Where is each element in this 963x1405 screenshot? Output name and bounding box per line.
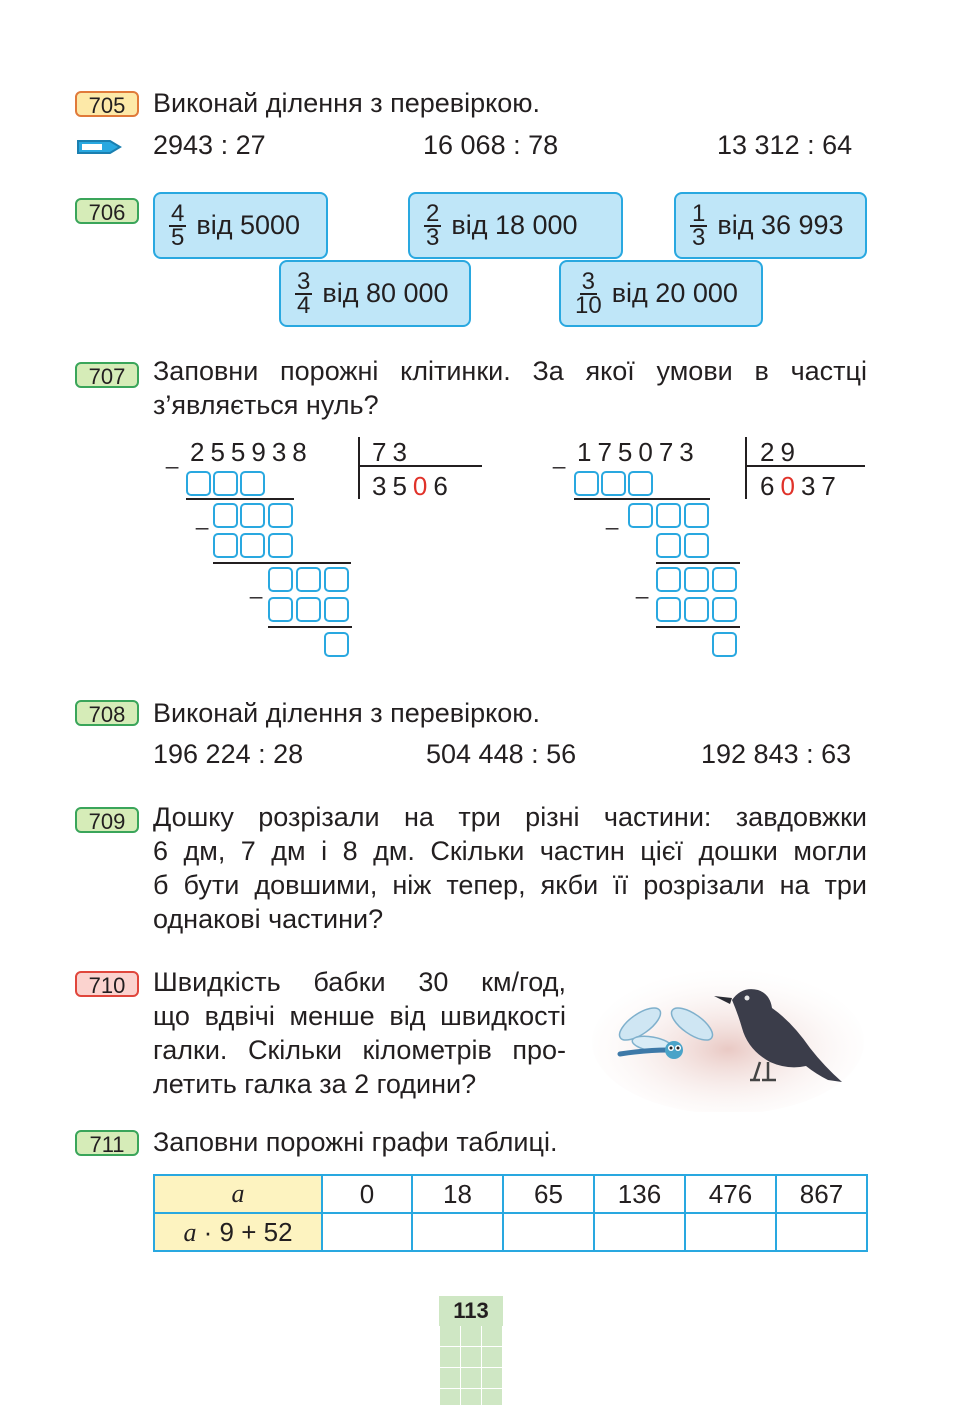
exercise-709-line-2: 6 дм, 7 дм і 8 дм. Скільки частин цієї дошки могли <box>153 836 867 866</box>
exercise-710-line-1: Швидкість бабки 30 км/год, <box>153 967 566 997</box>
exercise-709-line-4: однакові частини? <box>153 904 384 934</box>
exercise-709-line-1: Дошку розрізали на три різні частини: завдовжки <box>153 802 867 832</box>
subtraction-line <box>186 498 294 500</box>
table-header-cell: a <box>154 1175 322 1213</box>
dividend: 255938 <box>190 437 313 467</box>
empty-cell[interactable] <box>684 533 709 558</box>
minus-sign: _ <box>606 505 619 530</box>
empty-table-cell[interactable] <box>412 1213 503 1251</box>
minus-sign: _ <box>166 444 179 469</box>
empty-cell[interactable] <box>712 632 737 657</box>
exercise-number-707: 707 <box>75 362 139 388</box>
exercise-705-item-3: 13 312 : 64 <box>717 130 853 160</box>
fraction-box-2: $\frac{2}{3}$ від 18 000 <box>408 192 623 259</box>
empty-cell[interactable] <box>268 503 293 528</box>
fraction: $\frac{3}{10}$ <box>575 267 602 319</box>
exercise-705-item-2: 16 068 : 78 <box>423 130 559 160</box>
quotient: 3506 <box>372 471 454 501</box>
empty-cell[interactable] <box>324 632 349 657</box>
empty-table-cell[interactable] <box>322 1213 412 1251</box>
dividend: 175073 <box>577 437 700 467</box>
empty-cell[interactable] <box>240 533 265 558</box>
table-cell: 136 <box>594 1175 685 1213</box>
table-cell: 0 <box>322 1175 412 1213</box>
exercise-number-711: 711 <box>75 1130 139 1156</box>
exercise-707-line-1: Заповни порожні клітинки. За якої умови в частці <box>153 356 867 386</box>
empty-cell[interactable] <box>656 533 681 558</box>
exercise-705-text: Виконай ділення з перевіркою. <box>153 88 540 118</box>
empty-cell[interactable] <box>656 567 681 592</box>
table-cell: 867 <box>776 1175 867 1213</box>
pencil-icon <box>76 137 122 157</box>
values-table <box>153 1174 868 1252</box>
subtraction-line <box>656 562 740 564</box>
exercise-number-710: 710 <box>75 971 139 997</box>
fraction-box-1: $\frac{4}{5}$ від 5000 <box>153 192 328 259</box>
table-row <box>154 1175 867 1213</box>
empty-cell[interactable] <box>240 471 265 496</box>
divisor: 29 <box>760 437 801 467</box>
exercise-708-item-2: 504 448 : 56 <box>426 739 577 769</box>
empty-cell[interactable] <box>684 597 709 622</box>
fraction-box-3: $\frac{1}{3}$ від 36 993 <box>674 192 867 259</box>
exercise-710-line-2: що вдвічі менше від швидкості <box>153 1001 566 1031</box>
empty-cell[interactable] <box>268 567 293 592</box>
fraction: $\frac{1}{3}$ <box>692 199 706 251</box>
empty-cell[interactable] <box>684 503 709 528</box>
empty-cell[interactable] <box>628 503 653 528</box>
empty-table-cell[interactable] <box>776 1213 867 1251</box>
page-number-tab <box>439 1296 503 1405</box>
empty-cell[interactable] <box>186 471 211 496</box>
subtraction-line <box>213 562 351 564</box>
exercise-710-line-4: летить галка за 2 години? <box>153 1069 477 1099</box>
empty-cell[interactable] <box>684 567 709 592</box>
empty-cell[interactable] <box>656 503 681 528</box>
exercise-708-item-1: 196 224 : 28 <box>153 739 304 769</box>
exercise-707-line-2: з’являється нуль? <box>153 390 379 420</box>
empty-cell[interactable] <box>213 503 238 528</box>
exercise-number-706: 706 <box>75 198 139 224</box>
empty-cell[interactable] <box>601 471 626 496</box>
minus-sign: _ <box>636 574 649 599</box>
quotient: 6037 <box>760 471 842 501</box>
table-cell: 65 <box>503 1175 594 1213</box>
fraction: $\frac{3}{4}$ <box>297 267 311 319</box>
empty-cell[interactable] <box>324 567 349 592</box>
fraction-box-4: $\frac{3}{4}$ від 80 000 <box>279 260 471 327</box>
minus-sign: _ <box>553 444 566 469</box>
table-header-cell: a · 9 + 52 <box>154 1213 322 1251</box>
division-bar <box>745 437 747 499</box>
empty-cell[interactable] <box>296 597 321 622</box>
exercise-708-item-3: 192 843 : 63 <box>701 739 852 769</box>
empty-table-cell[interactable] <box>685 1213 776 1251</box>
empty-cell[interactable] <box>628 471 653 496</box>
exercise-710-line-3: галки. Скільки кілометрів про- <box>153 1035 566 1065</box>
exercise-number-705: 705 <box>75 91 139 117</box>
exercise-number-708: 708 <box>75 700 139 726</box>
empty-cell[interactable] <box>213 471 238 496</box>
exercise-711-text: Заповни порожні графи таблиці. <box>153 1127 558 1157</box>
fraction-box-5: $\frac{3}{10}$ від 20 000 <box>559 260 763 327</box>
minus-sign: _ <box>250 574 263 599</box>
divisor: 73 <box>372 437 413 467</box>
division-bar <box>358 437 360 499</box>
subtraction-line <box>574 498 710 500</box>
empty-cell[interactable] <box>656 597 681 622</box>
exercise-number-709: 709 <box>75 807 139 833</box>
subtraction-line <box>268 626 352 628</box>
empty-cell[interactable] <box>268 533 293 558</box>
subtraction-line <box>656 626 740 628</box>
empty-cell[interactable] <box>712 567 737 592</box>
empty-cell[interactable] <box>268 597 293 622</box>
table-row <box>154 1213 867 1251</box>
empty-cell[interactable] <box>712 597 737 622</box>
minus-sign: _ <box>196 505 209 530</box>
page-number: 113 <box>439 1296 503 1326</box>
empty-cell[interactable] <box>324 597 349 622</box>
fraction: $\frac{2}{3}$ <box>426 199 440 251</box>
exercise-709-line-3: б бути довшими, ніж тепер, якби її розрізали на три <box>153 870 867 900</box>
empty-cell[interactable] <box>213 533 238 558</box>
empty-cell[interactable] <box>240 503 265 528</box>
table-cell: 18 <box>412 1175 503 1213</box>
fraction: $\frac{4}{5}$ <box>171 199 185 251</box>
exercise-708-text: Виконай ділення з перевіркою. <box>153 698 540 728</box>
empty-table-cell[interactable] <box>503 1213 594 1251</box>
exercise-705-item-1: 2943 : 27 <box>153 130 266 160</box>
dragonfly-and-jackdaw-illustration <box>592 962 864 1112</box>
empty-cell[interactable] <box>574 471 599 496</box>
empty-table-cell[interactable] <box>594 1213 685 1251</box>
empty-cell[interactable] <box>296 567 321 592</box>
table-cell: 476 <box>685 1175 776 1213</box>
